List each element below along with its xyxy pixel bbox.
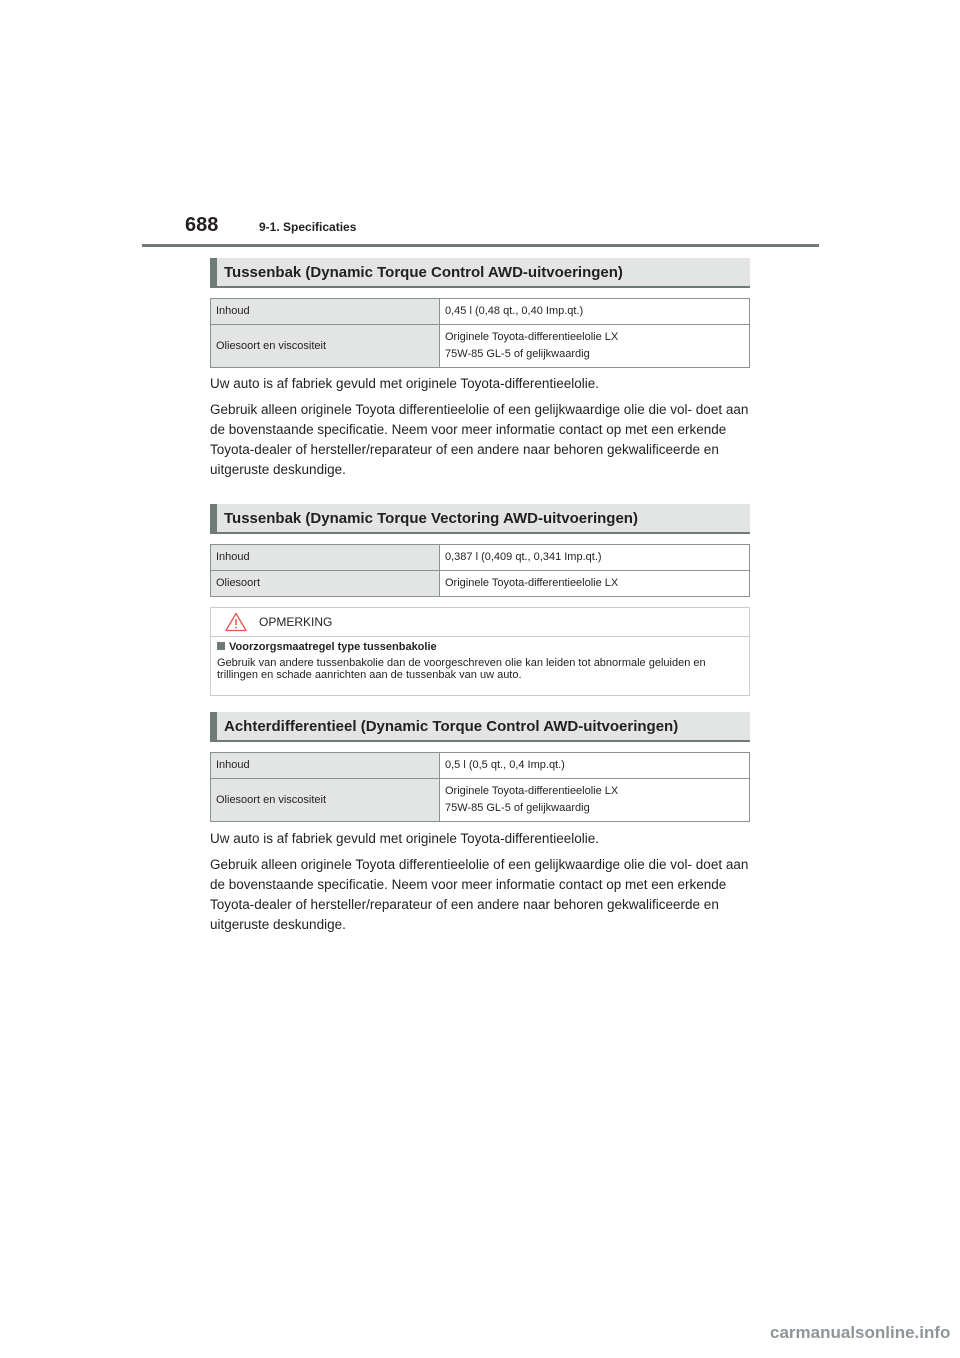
row-value xyxy=(440,779,750,822)
paragraph: Gebruik alleen originele Toyota differentieelolie of een gelijkwaardige olie die vol- doet aan de bovenstaande specificatie. Neem voor meer informatie contact op met een erkende Toyota-dealer of hersteller/reparateur of een andere naar behoren gekwalificeerde en uitgeruste deskundige. xyxy=(210,857,749,932)
row-label: Oliesoort xyxy=(211,571,440,597)
row-label: Oliesoort en viscositeit xyxy=(211,325,440,368)
spec-table xyxy=(210,298,750,368)
table-row xyxy=(211,299,750,325)
table-row xyxy=(211,753,750,779)
row-value xyxy=(440,325,750,368)
section-achterdifferentieel xyxy=(210,712,750,822)
note-title: OPMERKING xyxy=(259,615,333,629)
note-body xyxy=(211,637,749,685)
spec-table xyxy=(210,544,750,597)
body-text-1 xyxy=(210,374,755,486)
spec-table xyxy=(210,752,750,822)
row-value xyxy=(440,753,750,779)
section-title: Tussenbak (Dynamic Torque Vectoring AWD-uitvoeringen) xyxy=(210,504,750,534)
row-label: Oliesoort en viscositeit xyxy=(211,779,440,822)
body-text-2 xyxy=(210,829,755,941)
section-title: Achterdifferentieel (Dynamic Torque Control AWD-uitvoeringen) xyxy=(210,712,750,742)
page-number: 688 xyxy=(185,214,219,236)
table-row xyxy=(211,779,750,822)
section-tussenbak-dtv xyxy=(210,504,750,597)
note-subheading xyxy=(217,641,743,653)
value-line: 0,387 l (0,409 qt., 0,341 Imp.qt.) xyxy=(445,551,602,563)
square-bullet-icon xyxy=(217,642,225,650)
value-line: 75W-85 GL-5 of gelijkwaardig xyxy=(445,348,590,360)
note-box xyxy=(210,607,750,696)
value-line: Originele Toyota-differentieelolie LX xyxy=(445,785,619,797)
value-line: 0,5 l (0,5 qt., 0,4 Imp.qt.) xyxy=(445,759,565,771)
value-line: 75W-85 GL-5 of gelijkwaardig xyxy=(445,802,590,814)
value-line: Originele Toyota-differentieelolie LX xyxy=(445,331,619,343)
table-row xyxy=(211,571,750,597)
warning-triangle-icon xyxy=(225,612,247,632)
value-line: Originele Toyota-differentieelolie LX xyxy=(445,577,619,589)
paragraph: Uw auto is af fabriek gevuld met originele Toyota-differentieelolie. xyxy=(210,831,599,846)
section-title: Tussenbak (Dynamic Torque Control AWD-uitvoeringen) xyxy=(210,258,750,288)
row-value xyxy=(440,571,750,597)
table-row xyxy=(211,545,750,571)
paragraph: Uw auto is af fabriek gevuld met originele Toyota-differentieelolie. xyxy=(210,376,599,391)
row-label: Inhoud xyxy=(211,753,440,779)
row-label: Inhoud xyxy=(211,545,440,571)
row-label: Inhoud xyxy=(211,299,440,325)
note-subheading-text: Voorzorgsmaatregel type tussenbakolie xyxy=(229,641,437,653)
paragraph: Gebruik alleen originele Toyota differentieelolie of een gelijkwaardige olie die vol- doet aan de bovenstaande specificatie. Neem voor meer informatie contact op met een erkende Toyota-dealer of hersteller/reparateur of een andere naar behoren gekwalificeerde en uitgeruste deskundige. xyxy=(210,402,749,477)
row-value xyxy=(440,299,750,325)
chapter-title: 9-1. Specificaties xyxy=(259,220,357,234)
value-line: 0,45 l (0,48 qt., 0,40 Imp.qt.) xyxy=(445,305,584,317)
header-divider xyxy=(142,244,819,247)
note-header xyxy=(211,608,749,637)
note-text: Gebruik van andere tussenbakolie dan de voorgeschreven olie kan leiden tot abnormale geluiden en trillingen en schade aanrichten aan de tussenbak van uw auto. xyxy=(217,657,706,681)
section-tussenbak-dtc xyxy=(210,258,750,368)
watermark[interactable]: carmanualsonline.info xyxy=(770,1323,951,1342)
table-row xyxy=(211,325,750,368)
row-value xyxy=(440,545,750,571)
